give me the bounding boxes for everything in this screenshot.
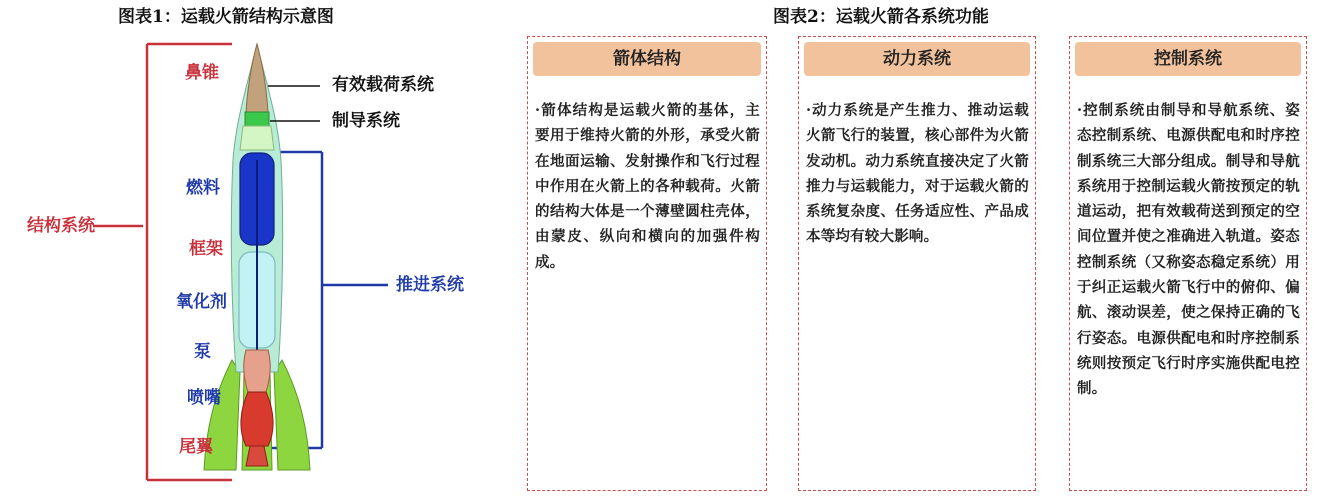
figure1-title: 图表1：运载火箭结构示意图	[118, 7, 334, 27]
payload-label: 有效载荷系统	[332, 75, 434, 95]
rocket-structure-diagram	[0, 0, 520, 500]
structure-label: 结构系统	[27, 216, 95, 236]
guidance-label: 制导系统	[332, 111, 400, 131]
nose-label: 鼻锥	[185, 63, 219, 83]
panel-power-body: ·动力系统是产生推力、推动运载火箭飞行的装置，核心部件为火箭发动机。动力系统直接决定了火箭推力与运载能力，对于运载火箭的系统复杂度、任务适应性、产品成本等均有较大影响。	[806, 102, 1029, 246]
panel-power	[798, 36, 1036, 491]
fuel-label: 燃料	[186, 178, 220, 198]
nose-cone-shape	[246, 44, 268, 112]
structure-bracket	[93, 44, 232, 480]
panel-structure-body: ·箭体结构是运载火箭的基体，主要用于维持火箭的外形，承受火箭在地面运输、发射操作和飞行过程中作用在火箭上的各种载荷。火箭的结构大体是一个薄壁圆柱壳体，由蒙皮、纵向和横向的加强件构成。	[535, 102, 760, 271]
panel-structure	[527, 36, 767, 491]
panel-power-heading: 动力系统	[804, 42, 1030, 76]
figure2-title: 图表2：运载火箭各系统功能	[773, 7, 989, 27]
frame-label: 框架	[189, 239, 223, 259]
nozzle-label: 喷嘴	[187, 388, 221, 408]
fin-label: 尾翼	[179, 437, 213, 457]
panel-structure-heading: 箭体结构	[533, 42, 761, 76]
propulsion-label: 推进系统	[396, 275, 464, 295]
pump-label: 泵	[194, 342, 211, 362]
guidance-section-shape	[245, 112, 269, 126]
panel-control-heading: 控制系统	[1075, 42, 1301, 76]
panel-control	[1069, 36, 1307, 491]
panel-control-body: ·控制系统由制导和导航系统、姿态控制系统、电源供配电和时序控制系统三大部分组成。制导和导航系统用于控制运载火箭按预定的轨道运动，把有效载荷送到预定的空间位置并使之准确进入轨道。姿态控制系统（又称姿态稳定系统）用于纠正运载火箭飞行中的俯仰、偏航、滚动误差，使之保持正确的飞行姿态。电源供配电和时序控制系统则按预定飞行时序实施供配电控制。	[1077, 102, 1300, 398]
oxidizer-label: 氧化剂	[176, 292, 227, 312]
